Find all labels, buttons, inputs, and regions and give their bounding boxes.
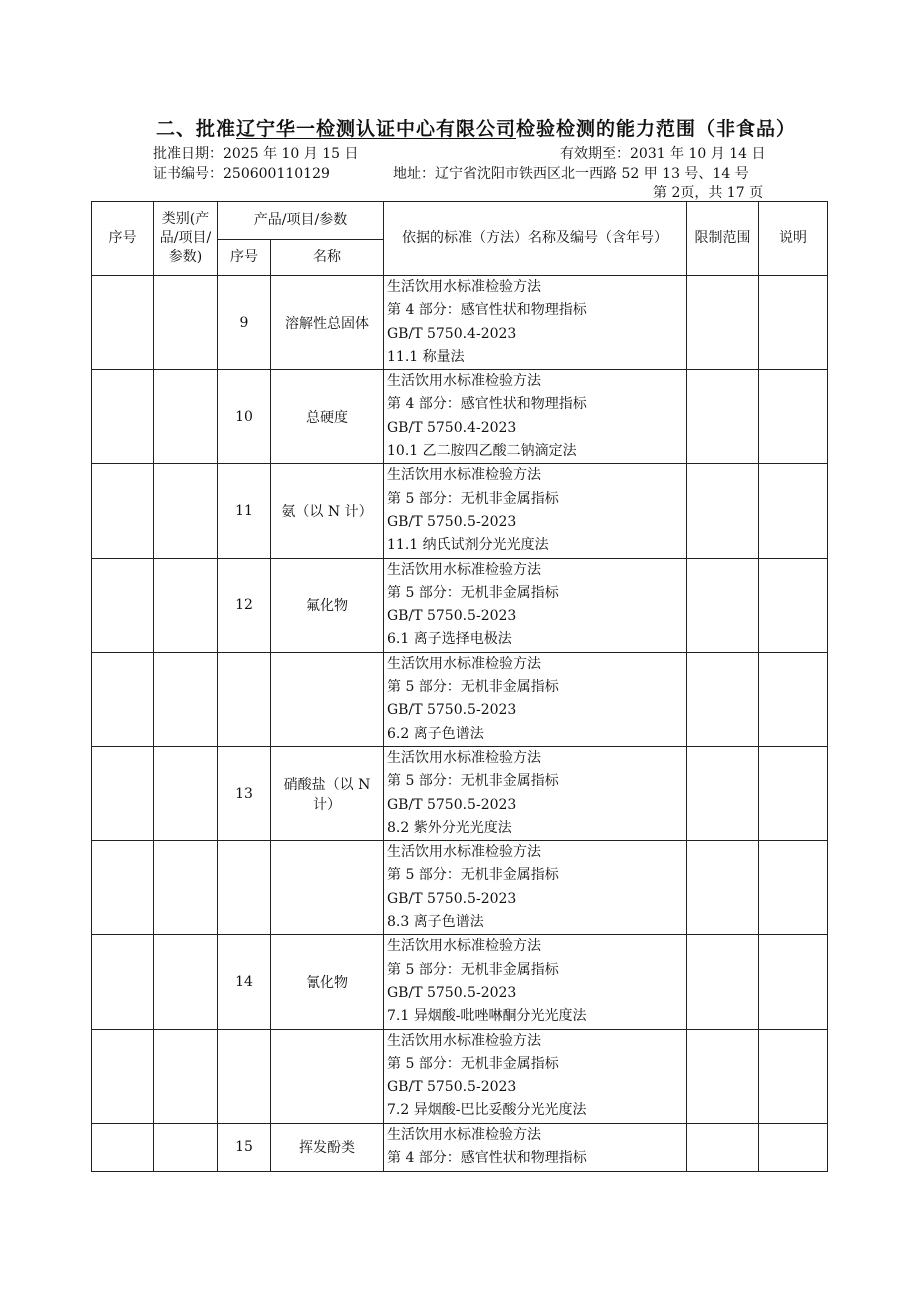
standard-line: GB/T 5750.5-2023 bbox=[387, 1079, 517, 1096]
limit-cell bbox=[687, 558, 759, 652]
item-name-cell: 总硬度 bbox=[271, 370, 384, 464]
item-no-cell: 15 bbox=[218, 1123, 271, 1171]
standard-line: 生活饮用水标准检验方法 bbox=[387, 561, 541, 578]
page-title bbox=[156, 114, 796, 141]
standard-line: 生活饮用水标准检验方法 bbox=[387, 655, 541, 672]
note-cell bbox=[759, 1029, 828, 1123]
table-row bbox=[92, 370, 828, 464]
note-cell bbox=[759, 558, 828, 652]
standard-line: 6.1 离子选择电极法 bbox=[387, 631, 512, 648]
standard-line: 生活饮用水标准检验方法 bbox=[387, 844, 541, 861]
standard-line: 第 4 部分：感官性状和物理指标 bbox=[387, 302, 587, 319]
category-cell bbox=[154, 558, 218, 652]
valid-until: 有效期至：2031 年 10 月 14 日 bbox=[560, 146, 766, 162]
address: 地址：辽宁省沈阳市铁西区北一西路 52 甲 13 号、14 号 bbox=[393, 166, 749, 182]
standard-line: 第 4 部分：感官性状和物理指标 bbox=[387, 396, 587, 413]
limit-cell bbox=[687, 370, 759, 464]
standard-line: 8.2 紫外分光光度法 bbox=[387, 819, 512, 836]
category-cell bbox=[154, 746, 218, 840]
standard-line: 生活饮用水标准检验方法 bbox=[387, 749, 541, 766]
category-cell bbox=[154, 841, 218, 935]
header-limit: 限制范围 bbox=[687, 202, 759, 276]
category-cell bbox=[154, 370, 218, 464]
header-note: 说明 bbox=[759, 202, 828, 276]
standard-cell bbox=[384, 464, 687, 558]
category-cell bbox=[154, 1123, 218, 1171]
standard-line: 7.1 异烟酸-吡唑啉酮分光光度法 bbox=[387, 1008, 587, 1025]
seq-cell bbox=[92, 1029, 154, 1123]
category-cell bbox=[154, 652, 218, 746]
table-row bbox=[92, 746, 828, 840]
item-no-cell: 12 bbox=[218, 558, 271, 652]
standard-line: 10.1 乙二胺四乙酸二钠滴定法 bbox=[387, 443, 577, 460]
limit-cell bbox=[687, 1123, 759, 1171]
header-sub-seq: 序号 bbox=[218, 240, 271, 276]
table-row bbox=[92, 276, 828, 370]
header-standard: 依据的标准（方法）名称及编号（含年号） bbox=[384, 202, 687, 276]
header-seq: 序号 bbox=[92, 202, 154, 276]
standard-line: 第 5 部分：无机非金属指标 bbox=[387, 867, 559, 884]
item-no-cell bbox=[218, 652, 271, 746]
standard-cell bbox=[384, 370, 687, 464]
standard-line: 生活饮用水标准检验方法 bbox=[387, 373, 541, 390]
note-cell bbox=[759, 276, 828, 370]
standard-line: 生活饮用水标准检验方法 bbox=[387, 938, 541, 955]
title-suffix: 检验检测的能力范围（非食品） bbox=[516, 118, 797, 140]
standard-line: GB/T 5750.5-2023 bbox=[387, 796, 517, 813]
standard-line: 6.2 离子色谱法 bbox=[387, 725, 484, 742]
standard-line: GB/T 5750.5-2023 bbox=[387, 608, 517, 625]
standard-cell bbox=[384, 1029, 687, 1123]
note-cell bbox=[759, 370, 828, 464]
title-prefix: 二、批准 bbox=[156, 118, 237, 140]
seq-cell bbox=[92, 1123, 154, 1171]
limit-cell bbox=[687, 652, 759, 746]
seq-cell bbox=[92, 746, 154, 840]
item-name-cell: 硝酸盐（以 N 计） bbox=[271, 746, 384, 840]
standard-line: GB/T 5750.5-2023 bbox=[387, 702, 517, 719]
standard-cell bbox=[384, 935, 687, 1029]
standard-line: GB/T 5750.5-2023 bbox=[387, 984, 517, 1001]
seq-cell bbox=[92, 464, 154, 558]
standard-line: GB/T 5750.5-2023 bbox=[387, 513, 517, 530]
category-cell bbox=[154, 464, 218, 558]
standard-line: 11.1 称量法 bbox=[387, 348, 465, 365]
table-row bbox=[92, 464, 828, 558]
standard-line: 第 5 部分：无机非金属指标 bbox=[387, 679, 559, 696]
standard-cell bbox=[384, 558, 687, 652]
header-product-group: 产品/项目/参数 bbox=[218, 202, 384, 240]
seq-cell bbox=[92, 276, 154, 370]
note-cell bbox=[759, 935, 828, 1029]
standard-cell bbox=[384, 841, 687, 935]
item-name-cell bbox=[271, 1029, 384, 1123]
note-cell bbox=[759, 746, 828, 840]
standard-cell bbox=[384, 652, 687, 746]
item-name-cell: 溶解性总固体 bbox=[271, 276, 384, 370]
item-name-cell: 挥发酚类 bbox=[271, 1123, 384, 1171]
standard-cell bbox=[384, 1123, 687, 1171]
standard-line: GB/T 5750.4-2023 bbox=[387, 419, 517, 436]
item-name-cell: 氰化物 bbox=[271, 935, 384, 1029]
standard-line: 第 5 部分：无机非金属指标 bbox=[387, 584, 559, 601]
standard-line: 生活饮用水标准检验方法 bbox=[387, 467, 541, 484]
category-cell bbox=[154, 1029, 218, 1123]
seq-cell bbox=[92, 935, 154, 1029]
standard-line: 7.2 异烟酸-巴比妥酸分光光度法 bbox=[387, 1102, 587, 1119]
seq-cell bbox=[92, 652, 154, 746]
category-cell bbox=[154, 935, 218, 1029]
category-cell bbox=[154, 276, 218, 370]
standard-line: 第 5 部分：无机非金属指标 bbox=[387, 773, 559, 790]
limit-cell bbox=[687, 841, 759, 935]
seq-cell bbox=[92, 841, 154, 935]
item-no-cell: 13 bbox=[218, 746, 271, 840]
note-cell bbox=[759, 464, 828, 558]
table-row bbox=[92, 652, 828, 746]
item-no-cell bbox=[218, 841, 271, 935]
standard-line: GB/T 5750.4-2023 bbox=[387, 325, 517, 342]
item-name-cell bbox=[271, 841, 384, 935]
title-organization: 辽宁华一检测认证中心有限公司 bbox=[236, 118, 517, 140]
item-no-cell: 11 bbox=[218, 464, 271, 558]
note-cell bbox=[759, 1123, 828, 1171]
note-cell bbox=[759, 841, 828, 935]
standard-line: 生活饮用水标准检验方法 bbox=[387, 1032, 541, 1049]
table-row bbox=[92, 841, 828, 935]
header-name: 名称 bbox=[271, 240, 384, 276]
header-category: 类别(产品/项目/参数) bbox=[154, 202, 218, 276]
standard-cell bbox=[384, 746, 687, 840]
standard-line: 生活饮用水标准检验方法 bbox=[387, 279, 541, 295]
standard-line: 第 5 部分：无机非金属指标 bbox=[387, 961, 559, 978]
limit-cell bbox=[687, 464, 759, 558]
item-no-cell bbox=[218, 1029, 271, 1123]
approval-date: 批准日期：2025 年 10 月 15 日 bbox=[153, 146, 359, 162]
standard-line: 11.1 纳氏试剂分光光度法 bbox=[387, 537, 549, 554]
standard-line: 8.3 离子色谱法 bbox=[387, 914, 484, 931]
standard-line: 第 5 部分：无机非金属指标 bbox=[387, 1055, 559, 1072]
limit-cell bbox=[687, 935, 759, 1029]
table-row bbox=[92, 935, 828, 1029]
limit-cell bbox=[687, 746, 759, 840]
limit-cell bbox=[687, 1029, 759, 1123]
page-info: 第 2页，共 17 页 bbox=[653, 185, 764, 201]
standard-line: 第 4 部分：感官性状和物理指标 bbox=[387, 1149, 587, 1166]
seq-cell bbox=[92, 370, 154, 464]
item-name-cell bbox=[271, 652, 384, 746]
table-row bbox=[92, 558, 828, 652]
standard-line: 生活饮用水标准检验方法 bbox=[387, 1126, 541, 1143]
item-no-cell: 10 bbox=[218, 370, 271, 464]
table-row bbox=[92, 1123, 828, 1171]
standard-cell bbox=[384, 276, 687, 370]
note-cell bbox=[759, 652, 828, 746]
item-no-cell: 14 bbox=[218, 935, 271, 1029]
item-name-cell: 氨（以 N 计） bbox=[271, 464, 384, 558]
limit-cell bbox=[687, 276, 759, 370]
standard-line: 第 5 部分：无机非金属指标 bbox=[387, 490, 559, 507]
item-name-cell: 氟化物 bbox=[271, 558, 384, 652]
table-row bbox=[92, 1029, 828, 1123]
seq-cell bbox=[92, 558, 154, 652]
item-no-cell: 9 bbox=[218, 276, 271, 370]
standard-line: GB/T 5750.5-2023 bbox=[387, 890, 517, 907]
certificate-number: 证书编号：250600110129 bbox=[153, 166, 330, 182]
capability-table bbox=[91, 201, 828, 1172]
